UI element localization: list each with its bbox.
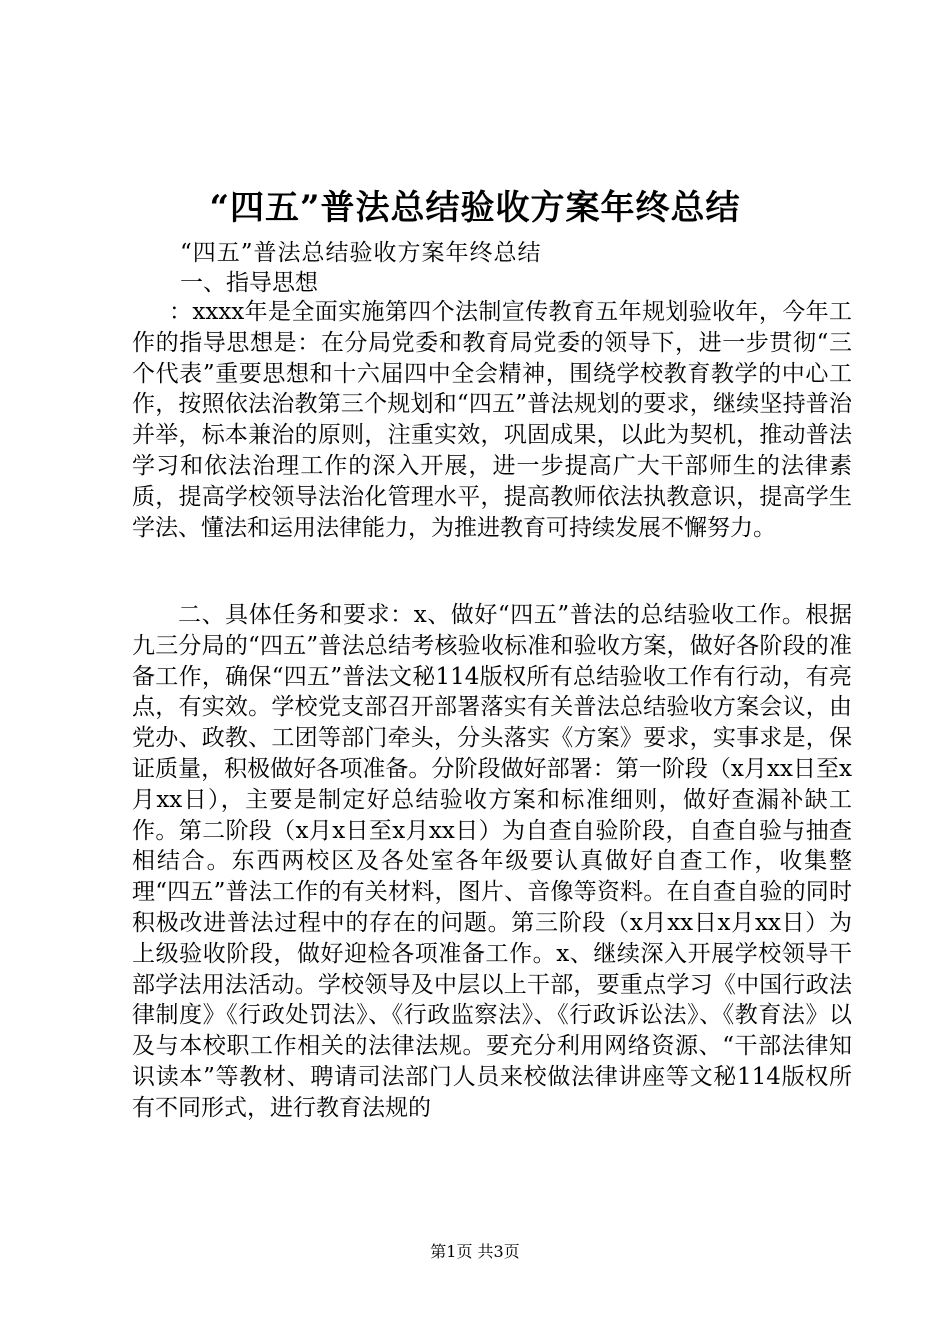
paragraph-tasks-and-requirements: 二、具体任务和要求：x、做好“四五”普法的总结验收工作。根据九三分局的“四五”普法总结考核验收标准和验收方案，做好各阶段的准备工作，确保“四五”普法文秘114版权所有总结验收工作有行动，有亮点，有实效。学校党支部召开部署落实有关普法总结验收方案会议，由党办、政教、工团等部门牵头，分头落实《方案》要求，实事求是，保证质量，积极做好各项准备。分阶段做好部署：第一阶段（x月xx日至x月xx日），主要是制定好总结验收方案和标准细则，做好查漏补缺工作。第二阶段（x月x日至x月xx日）为自查自验阶段，自查自验与抽查相结合。东西两校区及各处室各年级要认真做好自查工作，收集整理“四五”普法工作的有关材料，图片、音像等资料。在自查自验的同时积极改进普法过程中的存在的问题。第三阶段（x月xx日x月xx日）为上级验收阶段，做好迎检各项准备工作。x、继续深入开展学校领导干部学法用法活动。学校领导及中层以上干部，要重点学习《中国行政法律制度》《行政处罚法》、《行政监察法》、《行政诉讼法》、《教育法》以及与本校职工作相关的法律法规。要充分利用网络资源、“干部法律知识读本”等教材、聘请司法部门人员来校做法律讲座等文秘114版权所有不同形式，进行教育法规的 — [132, 602, 852, 1121]
document-title: “四五”普法总结验收方案年终总结 — [209, 188, 741, 228]
paragraph-guiding-ideology: ：xxxx年是全面实施第四个法制宣传教育五年规划验收年，今年工作的指导思想是：在分局党委和教育局党委的领导下，进一步贯彻“三个代表”重要思想和十六届四中全会精神，围绕学校教育教学的中心工作，按照依法治教第三个规划和“四五”普法规划的要求，继续坚持普治并举，标本兼治的原则，注重实效，巩固成果，以此为契机，推动普法学习和依法治理工作的深入开展，进一步提高广大干部师生的法律素质，提高学校领导法治化管理水平，提高教师依法执教意识，提高学生学法、懂法和运用法律能力，为推进教育可持续发展不懈努力。 — [132, 299, 852, 541]
document-subtitle: “四五”普法总结验收方案年终总结 — [180, 240, 542, 266]
page-number-footer: 第1页 共3页 — [430, 1242, 520, 1261]
section-heading-guiding-ideology: 一、指导思想 — [180, 270, 318, 296]
